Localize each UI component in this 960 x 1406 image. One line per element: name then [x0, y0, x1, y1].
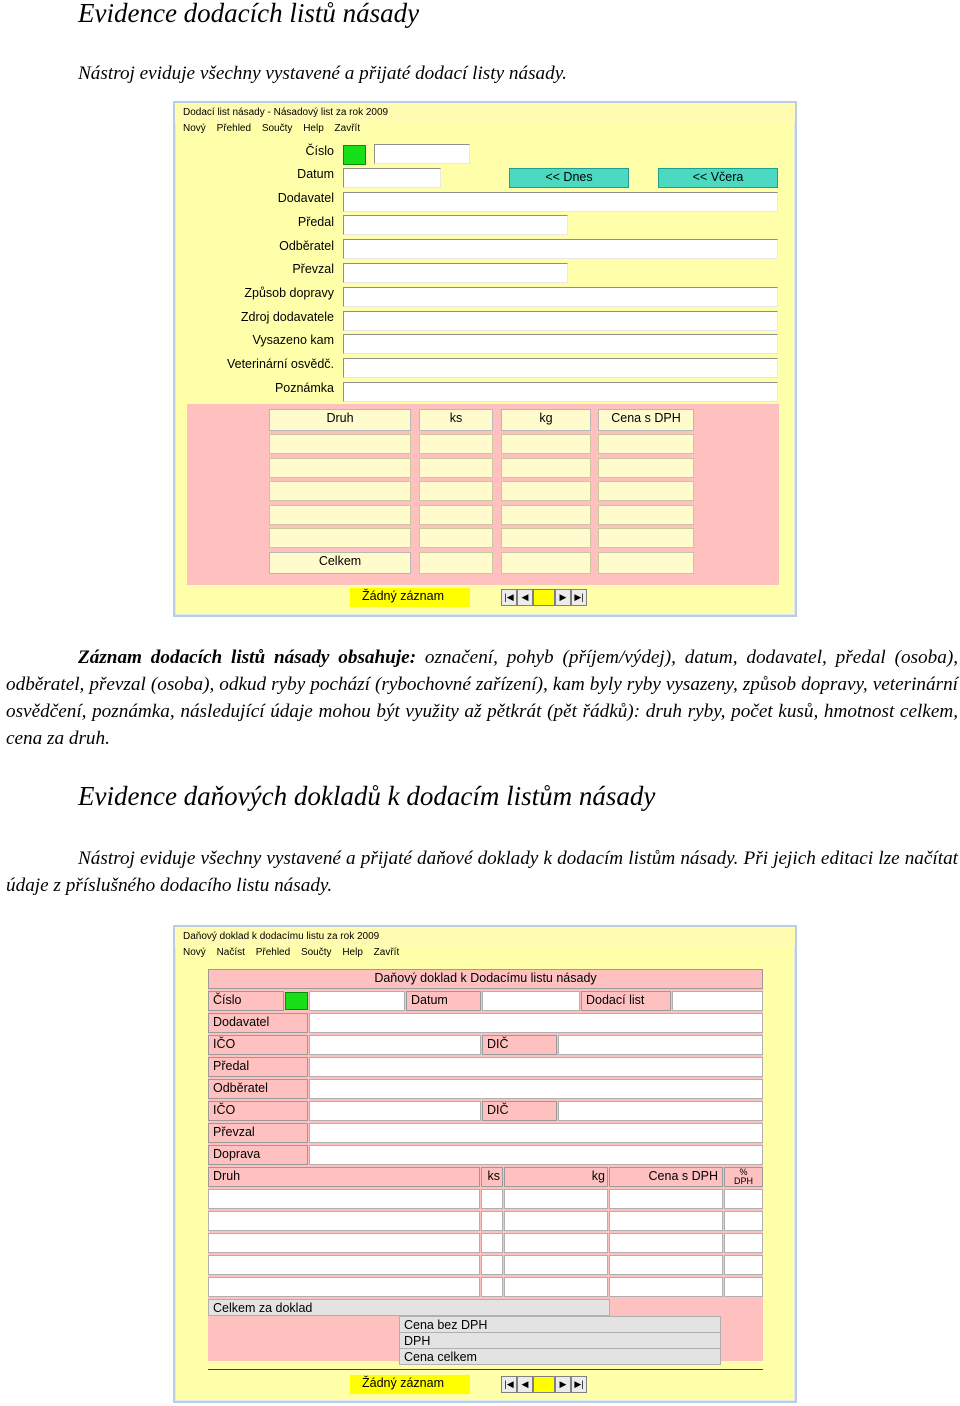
header-cena-s-dph-2: Cena s DPH: [609, 1167, 723, 1187]
prev-record-icon-2[interactable]: ◀: [517, 1376, 533, 1393]
first-record-icon[interactable]: |◀: [501, 589, 517, 606]
label-ico: IČO: [208, 1035, 308, 1055]
paragraph-record-contents-text: označení, pohyb (příjem/výdej), datum, dodavatel, předal (osoba), odběratel, převzal (osoba), odkud ryby pochází (rybochovné zařízení), kam byly ryby vysazeny, způsob dopravy, veterinární osvědčení, poznámka, následující údaje mohou být využity až pětkrát (pět řádků): druh ryby, počet kusů, hmotnost celkem, cena za druh.: [6, 647, 958, 749]
tax-item-druh-field[interactable]: [208, 1233, 480, 1253]
dodaci-list-field[interactable]: [672, 991, 763, 1011]
label-cislo-2: Číslo: [208, 991, 284, 1011]
price-without-vat: Cena bez DPH: [399, 1316, 721, 1333]
menu-item-overview[interactable]: Přehled: [216, 123, 252, 134]
header-pct-dph: [724, 1167, 763, 1187]
record-number-field-2[interactable]: [533, 1376, 555, 1393]
poznamka-field[interactable]: [343, 382, 778, 402]
menu-item-new[interactable]: Nový: [183, 123, 206, 134]
record-number-field[interactable]: [533, 589, 555, 606]
label-prevzal-2: Převzal: [208, 1123, 308, 1143]
total-ks: [419, 552, 493, 574]
menu-item-sums-2[interactable]: Součty: [300, 947, 332, 958]
label-predal-2: Předal: [208, 1057, 308, 1077]
tax-document-window: [173, 925, 797, 1403]
predal-field-2[interactable]: [309, 1057, 763, 1077]
tax-item-druh-field[interactable]: [208, 1211, 480, 1231]
datum-field[interactable]: [343, 168, 441, 188]
tax-item-kg-field[interactable]: [504, 1211, 608, 1231]
menu-item-help[interactable]: Help: [303, 123, 324, 134]
ico-field-2[interactable]: [309, 1101, 481, 1121]
window-title-2: Daňový doklad k dodacímu listu za rok 2009: [175, 927, 795, 947]
header-ks-2: ks: [481, 1167, 503, 1187]
label-odberatel: Odběratel: [279, 239, 334, 253]
tax-item-ks-field[interactable]: [481, 1211, 503, 1231]
datum-field-2[interactable]: [482, 991, 580, 1011]
item-cena-field[interactable]: [598, 434, 694, 454]
window-title: Dodací list násady - Násadový list za rok 2009: [175, 103, 795, 123]
item-kg-field[interactable]: [501, 481, 591, 501]
dic-field[interactable]: [558, 1035, 763, 1055]
odberatel-field[interactable]: [343, 239, 778, 259]
total-kg: [501, 552, 591, 574]
doprava-field[interactable]: [309, 1145, 763, 1165]
tax-item-druh-field[interactable]: [208, 1255, 480, 1275]
menu-item-close-2[interactable]: Zavřít: [373, 947, 400, 958]
odberatel-field-2[interactable]: [309, 1079, 763, 1099]
tax-item-kg-field[interactable]: [504, 1233, 608, 1253]
label-cislo: Číslo: [305, 144, 334, 158]
label-zdroj-dodavatele: Zdroj dodavatele: [240, 310, 334, 324]
today-button[interactable]: << Dnes: [509, 168, 629, 188]
label-prevzal: Převzal: [292, 262, 334, 276]
label-dodaci-list: Dodací list: [581, 991, 671, 1011]
cislo-field[interactable]: [374, 144, 470, 164]
record-navigator-2: [501, 1376, 587, 1393]
cislo-field-2[interactable]: [309, 991, 405, 1011]
label-datum: Datum: [297, 167, 334, 181]
tax-item-ks-field[interactable]: [481, 1255, 503, 1275]
total-for-document: Celkem za doklad: [208, 1299, 610, 1316]
menu-bar-2: [175, 947, 795, 963]
menu-item-close[interactable]: Zavřít: [334, 123, 361, 134]
header-druh: Druh: [269, 409, 411, 431]
tax-item-ks-field[interactable]: [481, 1277, 503, 1297]
last-record-icon[interactable]: ▶|: [571, 589, 587, 606]
pct-dph-label: DPH: [733, 1176, 753, 1186]
record-indicator: [343, 145, 366, 165]
record-indicator-2: [285, 992, 308, 1010]
tax-item-pct-dph-field[interactable]: [724, 1189, 763, 1209]
label-zpusob-dopravy: Způsob dopravy: [244, 286, 334, 300]
header-kg: kg: [501, 409, 591, 431]
header-ks: ks: [419, 409, 493, 431]
item-druh-field[interactable]: [269, 481, 411, 501]
menu-item-new-2[interactable]: Nový: [183, 947, 206, 958]
ico-field[interactable]: [309, 1035, 481, 1055]
tax-item-druh-field[interactable]: [208, 1189, 480, 1209]
item-ks-field[interactable]: [419, 458, 493, 478]
zpusob-dopravy-field[interactable]: [343, 287, 778, 307]
item-ks-field[interactable]: [419, 528, 493, 548]
vysazeno-kam-field[interactable]: [343, 334, 778, 354]
label-dic-2: DIČ: [482, 1101, 557, 1121]
item-cena-field[interactable]: [598, 458, 694, 478]
item-druh-field[interactable]: [269, 434, 411, 454]
intro-tax-documents: Nástroj eviduje všechny vystavené a přijaté daňové doklady k dodacím listům násady. Při jejich editaci lze načítat údaje z příslušného dodacího listu násady.: [6, 848, 958, 896]
next-record-icon[interactable]: ▶: [555, 589, 571, 606]
label-vysazeno-kam: Vysazeno kam: [252, 333, 334, 347]
status-no-record: Žádný záznam: [350, 588, 470, 607]
delivery-note-window: [173, 101, 797, 617]
prev-record-icon[interactable]: ◀: [517, 589, 533, 606]
header-cena-s-dph: Cena s DPH: [598, 409, 694, 431]
dic-field-2[interactable]: [558, 1101, 763, 1121]
tax-item-kg-field[interactable]: [504, 1277, 608, 1297]
item-cena-field[interactable]: [598, 528, 694, 548]
yesterday-button[interactable]: << Včera: [658, 168, 778, 188]
menu-item-help-2[interactable]: Help: [342, 947, 363, 958]
price-total: Cena celkem: [399, 1348, 721, 1365]
tax-item-cena-field[interactable]: [609, 1255, 723, 1275]
label-predal: Předal: [297, 215, 334, 229]
predal-field[interactable]: [343, 215, 568, 235]
pct-sign: %: [739, 1167, 748, 1177]
label-ico-2: IČO: [208, 1101, 308, 1121]
tax-item-kg-field[interactable]: [504, 1255, 608, 1275]
item-druh-field[interactable]: [269, 528, 411, 548]
total-label: Celkem: [269, 552, 411, 574]
header-kg-2: kg: [504, 1167, 608, 1187]
tax-item-pct-dph-field[interactable]: [724, 1211, 763, 1231]
menu-item-overview-2[interactable]: Přehled: [255, 947, 291, 958]
total-cena: [598, 552, 694, 574]
item-ks-field[interactable]: [419, 434, 493, 454]
dodavatel-field-2[interactable]: [309, 1013, 763, 1033]
menu-bar: [175, 123, 795, 139]
zdroj-dodavatele-field[interactable]: [343, 311, 778, 331]
page-heading-tax-documents: Evidence daňových dokladů k dodacím listům násady: [78, 781, 656, 811]
tax-item-pct-dph-field[interactable]: [724, 1233, 763, 1253]
item-kg-field[interactable]: [501, 458, 591, 478]
next-record-icon-2[interactable]: ▶: [555, 1376, 571, 1393]
tax-item-pct-dph-field[interactable]: [724, 1277, 763, 1297]
tax-form-title: Daňový doklad k Dodacímu listu násady: [208, 969, 763, 989]
item-cena-field[interactable]: [598, 481, 694, 501]
footer-divider: [208, 1369, 763, 1370]
label-dodavatel-2: Dodavatel: [208, 1013, 308, 1033]
label-doprava: Doprava: [208, 1145, 308, 1165]
intro-delivery-notes: Nástroj eviduje všechny vystavené a přijaté dodací listy násady.: [78, 63, 567, 84]
tax-item-cena-field[interactable]: [609, 1233, 723, 1253]
veterinarni-osvedceni-field[interactable]: [343, 358, 778, 378]
status-no-record-2: Žádný záznam: [350, 1375, 470, 1394]
label-datum-2: Datum: [406, 991, 481, 1011]
record-navigator: [501, 589, 587, 606]
dodavatel-field[interactable]: [343, 192, 778, 212]
item-ks-field[interactable]: [419, 481, 493, 501]
tax-item-ks-field[interactable]: [481, 1233, 503, 1253]
prevzal-field[interactable]: [343, 263, 568, 283]
menu-item-sums[interactable]: Součty: [261, 123, 293, 134]
tax-item-cena-field[interactable]: [609, 1189, 723, 1209]
label-odberatel-2: Odběratel: [208, 1079, 308, 1099]
item-druh-field[interactable]: [269, 505, 411, 525]
label-veterinarni-osvedceni: Veterinární osvědč.: [226, 357, 334, 371]
menu-item-load[interactable]: Načíst: [216, 947, 245, 958]
tax-item-pct-dph-field[interactable]: [724, 1255, 763, 1275]
item-druh-field[interactable]: [269, 458, 411, 478]
label-poznamka: Poznámka: [274, 381, 334, 395]
item-ks-field[interactable]: [419, 505, 493, 525]
tax-item-kg-field[interactable]: [504, 1189, 608, 1209]
header-druh-2: Druh: [208, 1167, 480, 1187]
item-kg-field[interactable]: [501, 505, 591, 525]
first-record-icon-2[interactable]: |◀: [501, 1376, 517, 1393]
paragraph-record-contents: [6, 644, 958, 752]
label-dic: DIČ: [482, 1035, 557, 1055]
vat: DPH: [399, 1332, 721, 1349]
tax-item-ks-field[interactable]: [481, 1189, 503, 1209]
last-record-icon-2[interactable]: ▶|: [571, 1376, 587, 1393]
prevzal-field-2[interactable]: [309, 1123, 763, 1143]
tax-item-cena-field[interactable]: [609, 1211, 723, 1231]
item-kg-field[interactable]: [501, 528, 591, 548]
item-kg-field[interactable]: [501, 434, 591, 454]
label-dodavatel: Dodavatel: [277, 191, 334, 205]
page-heading-delivery-notes: Evidence dodacích listů násady: [78, 0, 420, 28]
item-cena-field[interactable]: [598, 505, 694, 525]
paragraph-record-contents-lead: Záznam dodacích listů násady obsahuje:: [78, 647, 417, 668]
tax-item-druh-field[interactable]: [208, 1277, 480, 1297]
tax-item-cena-field[interactable]: [609, 1277, 723, 1297]
